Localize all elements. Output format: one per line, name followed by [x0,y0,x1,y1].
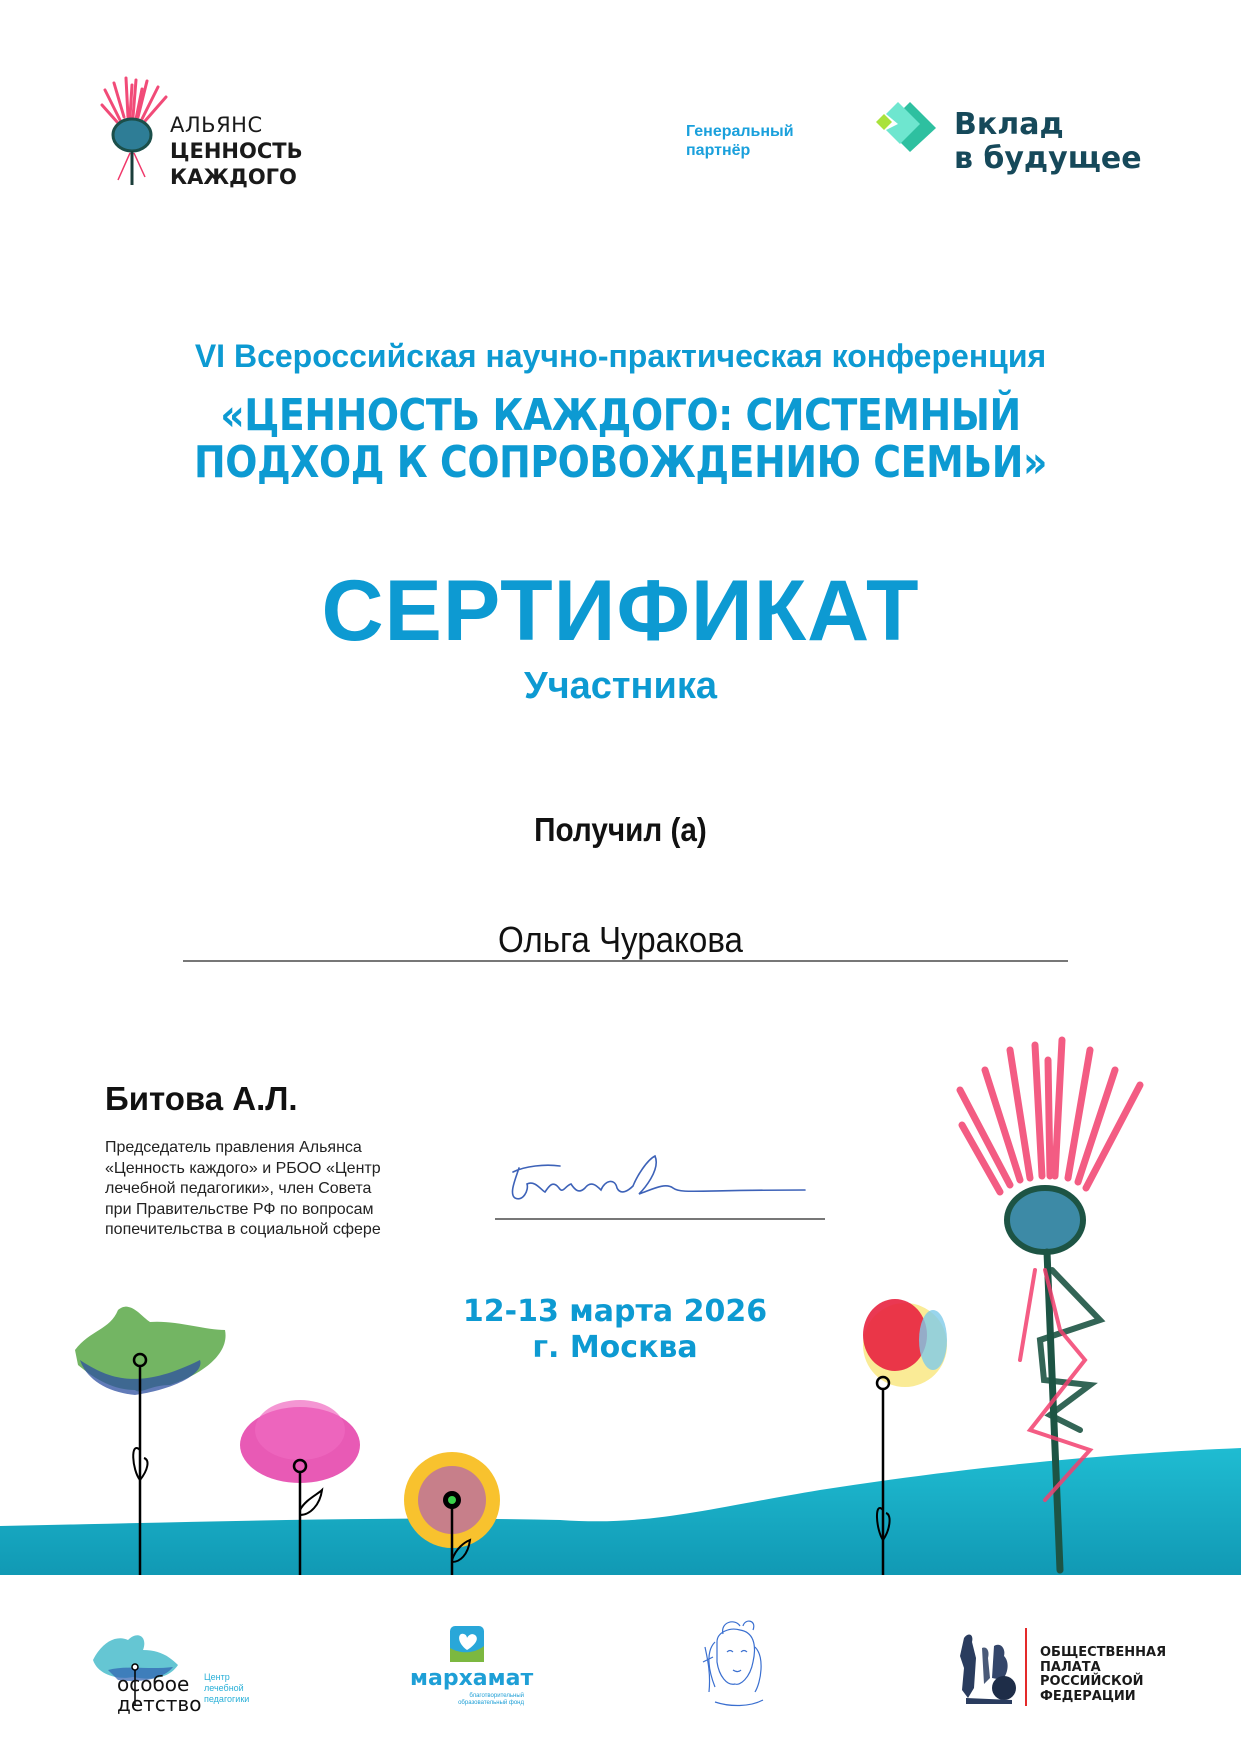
marhamat-caption-line: образовательный фонд [458,1700,524,1706]
recipient-name: Ольга Чуракова [498,919,743,960]
woman-portrait-emblem-icon [695,1612,775,1712]
signer-name: Битова А.Л. [105,1080,298,1117]
alliance-line3: КАЖДОГО [170,165,297,189]
osoboe-caption-line: лечебной [204,1683,244,1693]
signer-desc-line: «Ценность каждого» и РБОО «Центр [105,1159,381,1177]
red-divider [1025,1628,1027,1706]
alliance-logo-text [170,112,303,190]
partner-label-line2: партнёр [686,142,751,159]
general-partner-label [686,122,794,160]
marhamat-heart-icon [450,1626,484,1662]
conference-title [87,392,1154,486]
partner-label-line1: Генеральный [686,123,794,140]
public-chamber-line: РОССИЙСКОЙ [1040,1674,1144,1689]
signer-desc-line: при Правительстве РФ по вопросам [105,1200,374,1218]
flowers-illustration [0,1030,1241,1575]
event-date: 12-13 марта 2026 [462,1294,768,1329]
public-chamber-line: ФЕДЕРАЦИИ [1040,1688,1136,1704]
osoboe-line1: особое [117,1672,190,1696]
alliance-line1: АЛЬЯНС [170,113,263,137]
received-label: Получил (а) [534,811,707,848]
certificate-title: СЕРТИФИКАТ [321,563,920,659]
marhamat-caption [440,1693,524,1707]
osoboe-detstvo-text [117,1674,201,1714]
certificate-subtitle: Участника [523,665,718,707]
conference-title-line1: «ЦЕННОСТЬ КАЖДОГО: СИСТЕМНЫЙ [220,390,1021,441]
minin-pozharsky-monument-icon [956,1628,1018,1704]
public-chamber-text [1040,1646,1166,1704]
osoboe-caption-line: педагогики [204,1694,250,1704]
heart-squares-icon [876,100,942,154]
signer-desc-line: лечебной педагогики», член Совета [105,1180,372,1197]
conference-line: VI Всероссийская научно-практическая конференция [194,338,1047,374]
thistle-flower-icon [100,75,170,195]
osoboe-line2: детство [117,1692,202,1716]
marhamat-title: мархамат [410,1666,534,1691]
conference-title-line2: ПОДХОД К СОПРОВОЖДЕНИЮ СЕМЬИ» [194,437,1047,488]
public-chamber-line: ПАЛАТА [1040,1659,1101,1675]
vklad-line1: Вклад [954,107,1064,142]
marhamat-caption-line: благотворительный [469,1693,524,1699]
public-chamber-line: ОБЩЕСТВЕННАЯ [1040,1645,1167,1660]
osoboe-caption [204,1672,249,1705]
name-underline [183,960,1068,962]
event-city: г. Москва [532,1330,698,1365]
vklad-line2: в будущее [954,141,1142,176]
osoboe-caption-line: Центр [204,1672,230,1682]
signer-desc-line: Председатель правления Альянса [105,1139,362,1156]
signer-desc-line: попечительства в социальной сфере [105,1221,381,1238]
vklad-logo-text [954,108,1142,176]
alliance-line2: ЦЕННОСТЬ [170,139,303,163]
